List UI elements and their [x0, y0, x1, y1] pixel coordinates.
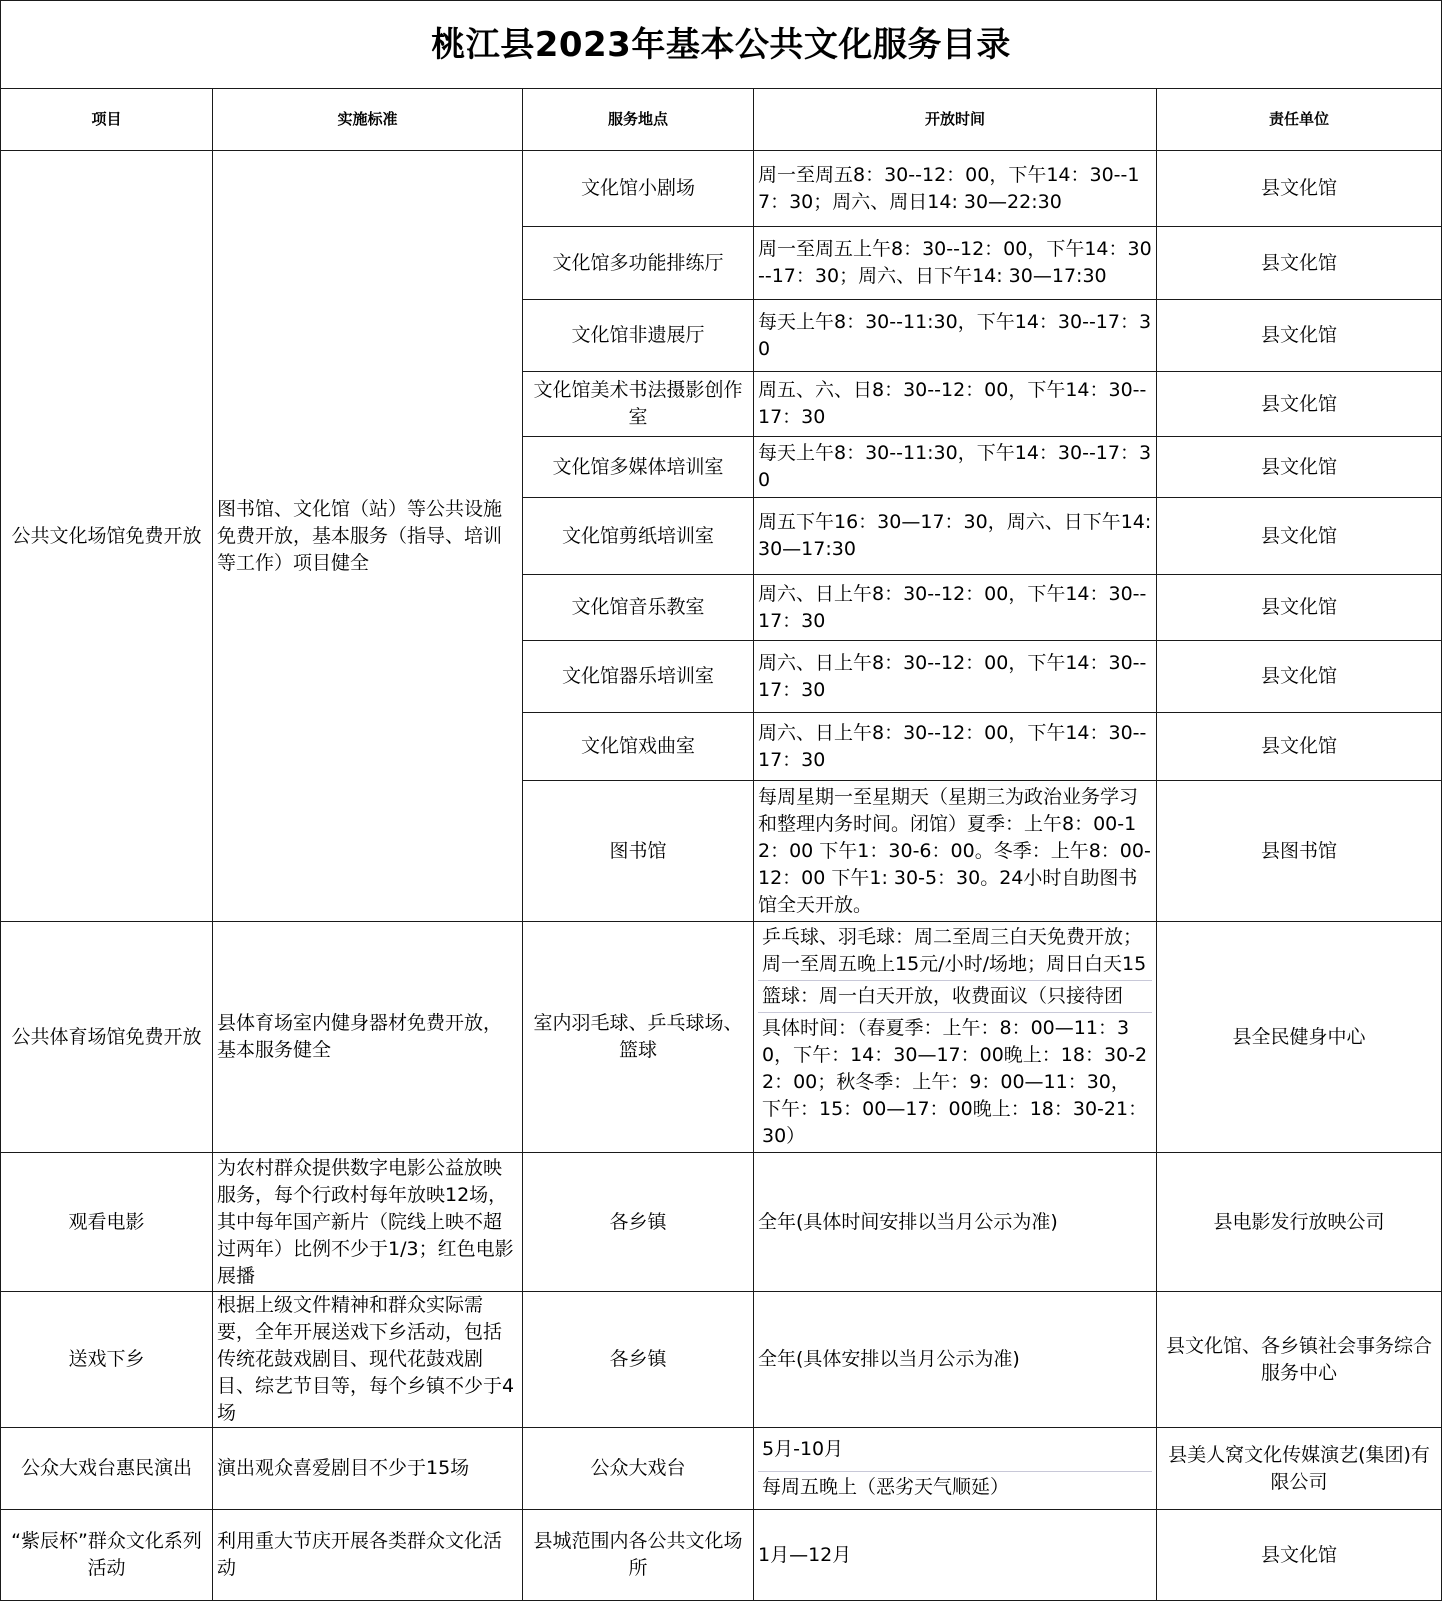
- time-part: 篮球：周一白天开放，收费面议（只接待团: [758, 980, 1152, 1012]
- header-project: 项目: [1, 89, 213, 151]
- unit-cell: 县文化馆: [1157, 227, 1442, 300]
- table-row: [1, 1153, 1442, 1292]
- standard-cell: 图书馆、文化馆（站）等公共设施免费开放，基本服务（指导、培训等工作）项目健全: [213, 151, 523, 922]
- header-standard: 实施标准: [213, 89, 523, 151]
- unit-cell: 县图书馆: [1157, 781, 1442, 922]
- unit-cell: 县文化馆: [1157, 372, 1442, 437]
- project-cell: “紫辰杯”群众文化系列活动: [1, 1510, 213, 1601]
- table-row: [1, 1428, 1442, 1510]
- place-cell: 文化馆非遗展厅: [523, 300, 754, 372]
- project-cell: 公共体育场馆免费开放: [1, 922, 213, 1153]
- time-cell: 每周星期一至星期天（星期三为政治业务学习和整理内务时间。闭馆）夏季：上午8：00-12：00 下午1：30-6：00。冬季：上午8：00-12：00 下午1: 30-5：30。24小时自助图书馆全天开放。: [754, 781, 1157, 922]
- place-cell: 文化馆器乐培训室: [523, 641, 754, 713]
- unit-cell: 县美人窝文化传媒演艺(集团)有限公司: [1157, 1428, 1442, 1510]
- place-cell: 文化馆多功能排练厅: [523, 227, 754, 300]
- time-cell: 周六、日上午8：30--12：00，下午14：30--17：30: [754, 641, 1157, 713]
- page-title: 桃江县2023年基本公共文化服务目录: [1, 1, 1442, 89]
- time-cell: 每天上午8：30--11:30，下午14：30--17：30: [754, 300, 1157, 372]
- table-row: [1, 1292, 1442, 1428]
- title-row: [1, 1, 1442, 89]
- place-cell: 文化馆剪纸培训室: [523, 498, 754, 575]
- place-cell: 室内羽毛球、乒乓球场、篮球: [523, 922, 754, 1153]
- place-cell: 文化馆音乐教室: [523, 575, 754, 641]
- time-cell: 每天上午8：30--11:30，下午14：30--17：30: [754, 437, 1157, 498]
- standard-cell: 演出观众喜爱剧目不少于15场: [213, 1428, 523, 1510]
- header-row: [1, 89, 1442, 151]
- place-cell: 文化馆美术书法摄影创作室: [523, 372, 754, 437]
- standard-cell: 县体育场室内健身器材免费开放，基本服务健全: [213, 922, 523, 1153]
- place-cell: 文化馆多媒体培训室: [523, 437, 754, 498]
- project-cell: 公共文化场馆免费开放: [1, 151, 213, 922]
- time-cell: 全年(具体安排以当月公示为准): [754, 1292, 1157, 1428]
- project-cell: 送戏下乡: [1, 1292, 213, 1428]
- place-cell: 县城范围内各公共文化场所: [523, 1510, 754, 1601]
- time-cell: 全年(具体时间安排以当月公示为准): [754, 1153, 1157, 1292]
- place-cell: 图书馆: [523, 781, 754, 922]
- table-row: [1, 1510, 1442, 1601]
- time-cell: 周一至周五8：30--12：00，下午14：30--17：30；周六、周日14: 30—22:30: [754, 151, 1157, 227]
- time-cell: 周五下午16：30—17：30，周六、日下午14: 30—17:30: [754, 498, 1157, 575]
- time-cell: 周五、六、日8：30--12：00，下午14：30--17：30: [754, 372, 1157, 437]
- unit-cell: 县文化馆: [1157, 300, 1442, 372]
- unit-cell: 县文化馆: [1157, 575, 1442, 641]
- time-cell: 1月—12月: [754, 1510, 1157, 1601]
- unit-cell: 县文化馆、各乡镇社会事务综合服务中心: [1157, 1292, 1442, 1428]
- unit-cell: 县文化馆: [1157, 437, 1442, 498]
- time-cell: 周一至周五上午8：30--12：00，下午14：30--17：30；周六、日下午14: 30—17:30: [754, 227, 1157, 300]
- header-place: 服务地点: [523, 89, 754, 151]
- time-cell: 周六、日上午8：30--12：00，下午14：30--17：30: [754, 713, 1157, 781]
- time-part: 具体时间：（春夏季：上午：8：00—11：30，下午：14：30—17：00晚上：18：30-22：00；秋冬季：上午：9：00—11：30，下午：15：00—17：00晚上：18：30-21：30）: [758, 1012, 1152, 1152]
- table-row: [1, 922, 1442, 1153]
- unit-cell: 县文化馆: [1157, 498, 1442, 575]
- standard-cell: 根据上级文件精神和群众实际需要，全年开展送戏下乡活动，包括传统花鼓戏剧目、现代花鼓戏剧目、综艺节目等，每个乡镇不少于4场: [213, 1292, 523, 1428]
- time-part: 每周五晚上（恶劣天气顺延）: [758, 1471, 1152, 1503]
- place-cell: 各乡镇: [523, 1292, 754, 1428]
- standard-cell: 为农村群众提供数字电影公益放映服务，每个行政村每年放映12场，其中每年国产新片（院线上映不超过两年）比例不少于1/3；红色电影展播: [213, 1153, 523, 1292]
- time-part: 5月-10月: [762, 1438, 844, 1460]
- unit-cell: 县文化馆: [1157, 713, 1442, 781]
- header-time: 开放时间: [754, 89, 1157, 151]
- time-cell: 周六、日上午8：30--12：00，下午14：30--17：30: [754, 575, 1157, 641]
- header-unit: 责任单位: [1157, 89, 1442, 151]
- standard-cell: 利用重大节庆开展各类群众文化活动: [213, 1510, 523, 1601]
- place-cell: 文化馆小剧场: [523, 151, 754, 227]
- table-row: [1, 151, 1442, 227]
- project-cell: 公众大戏台惠民演出: [1, 1428, 213, 1510]
- place-cell: 公众大戏台: [523, 1428, 754, 1510]
- place-cell: 文化馆戏曲室: [523, 713, 754, 781]
- time-cell: [754, 1428, 1157, 1510]
- time-cell: [754, 922, 1157, 1153]
- unit-cell: 县全民健身中心: [1157, 922, 1442, 1153]
- unit-cell: 县文化馆: [1157, 641, 1442, 713]
- unit-cell: 县电影发行放映公司: [1157, 1153, 1442, 1292]
- unit-cell: 县文化馆: [1157, 151, 1442, 227]
- place-cell: 各乡镇: [523, 1153, 754, 1292]
- project-cell: 观看电影: [1, 1153, 213, 1292]
- unit-cell: 县文化馆: [1157, 1510, 1442, 1601]
- time-part: 乒乓球、羽毛球：周二至周三白天免费开放；周一至周五晚上15元/小时/场地；周日白天15: [762, 926, 1147, 975]
